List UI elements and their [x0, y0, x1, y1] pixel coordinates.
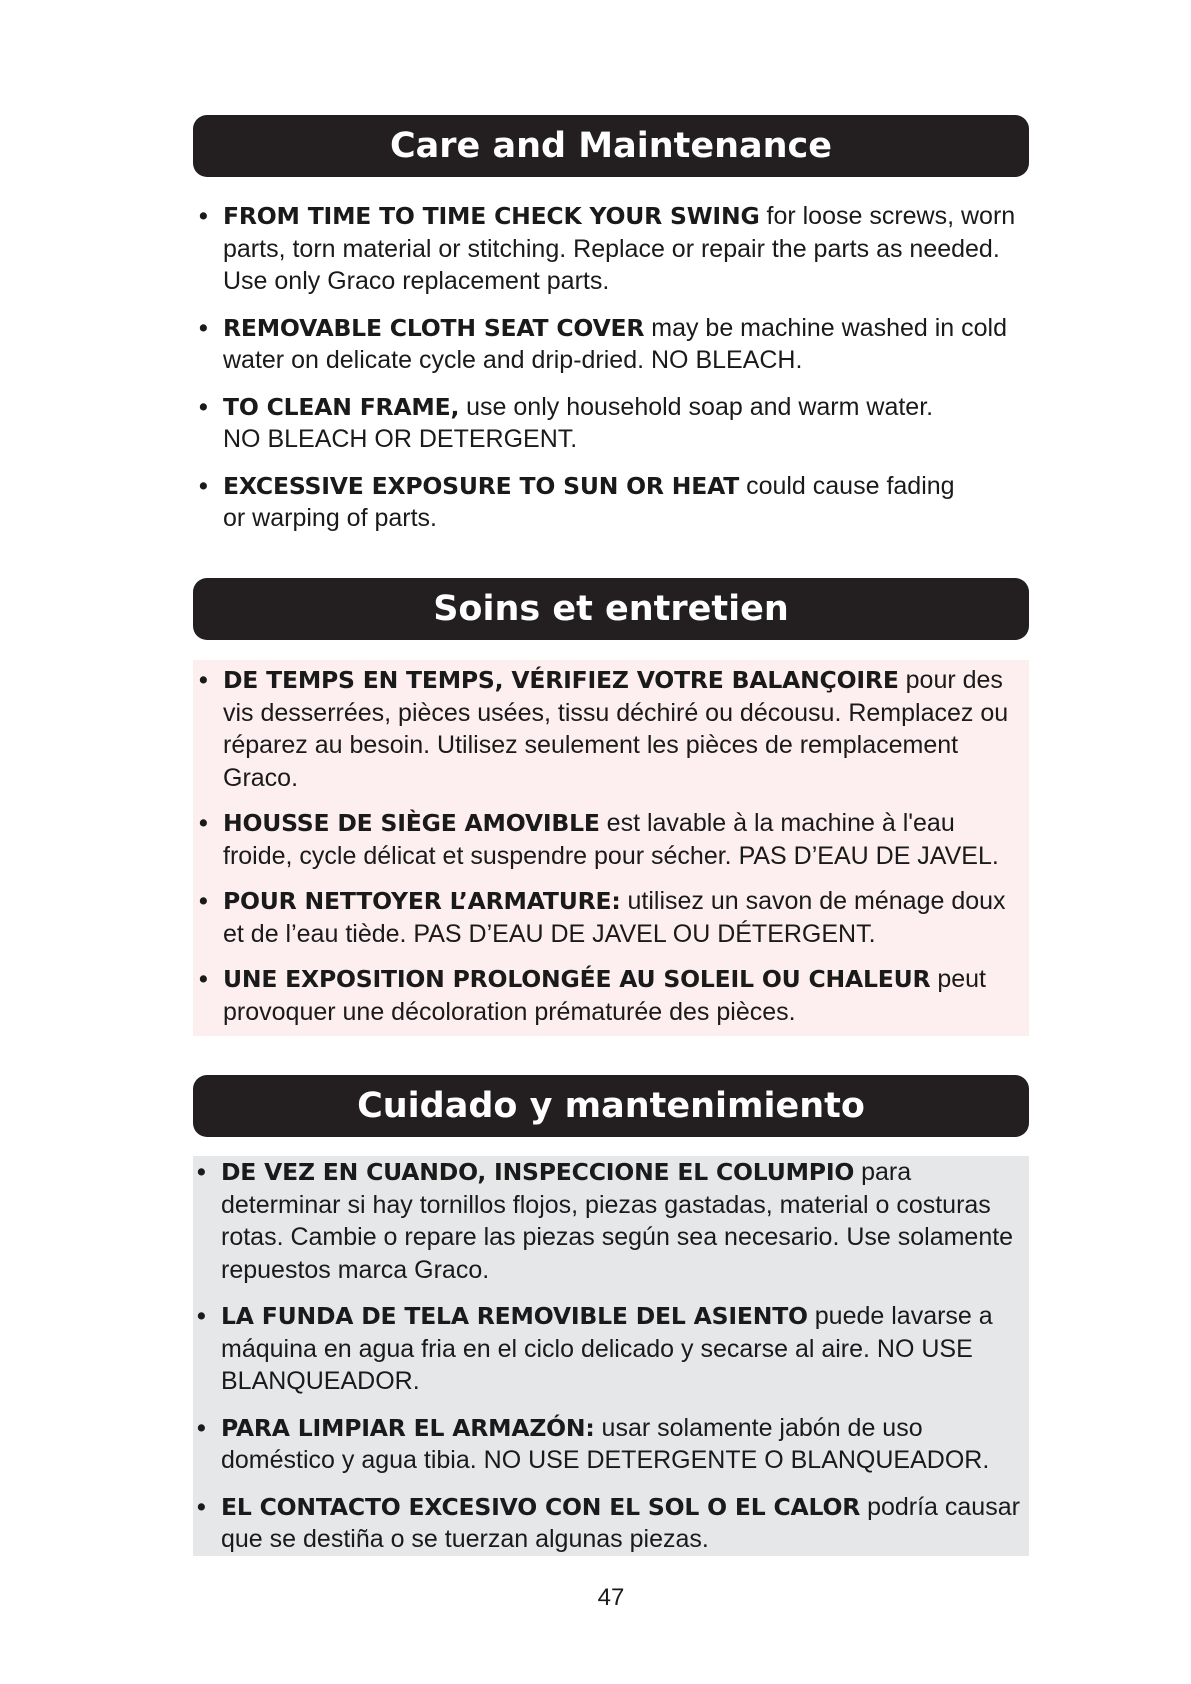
- list-item: • DE TEMPS EN TEMPS, VÉRIFIEZ VOTRE BALANÇOIRE pour des vis desserrées, pièces usées, tissu déchiré ou décousu. Remplacez ou réparez au besoin. Utilisez seulement les pièces de remplacement Graco.: [199, 666, 1009, 792]
- care-list-english: [193, 194, 1029, 557]
- list-item: • TO CLEAN FRAME, use only household soap and warm water. NO BLEACH OR DETERGENT.: [199, 392, 934, 453]
- list-item: • DE VEZ EN CUANDO, INSPECCIONE EL COLUMPIO para determinar si hay tornillos flojos, piezas gastadas, material o costuras rotas. Cambie o repare las piezas según sea necesario. Use solamente repuestos marca Graco.: [197, 1158, 1014, 1284]
- section-title-spanish: Cuidado y mantenimiento: [193, 1075, 1029, 1137]
- care-list-french: [193, 660, 1029, 1036]
- list-item: • REMOVABLE CLOTH SEAT COVER may be machine washed in cold water on delicate cycle and drip-dried. NO BLEACH.: [199, 313, 1008, 374]
- list-item: • EXCESSIVE EXPOSURE TO SUN OR HEAT could cause fading or warping of parts.: [199, 471, 955, 532]
- list-item: • LA FUNDA DE TELA REMOVIBLE DEL ASIENTO puede lavarse a máquina en agua fria en el ciclo delicado y secarse al aire. NO USE BLANQUEADOR.: [197, 1302, 993, 1395]
- list-item: • EL CONTACTO EXCESIVO CON EL SOL O EL CALOR podría causar que se destiña o se tuerzan algunas piezas.: [197, 1492, 1020, 1553]
- care-list-spanish: [193, 1156, 1029, 1556]
- list-item: • POUR NETTOYER L’ARMATURE: utilisez un savon de ménage doux et de l’eau tiède. PAS D’EAU DE JAVEL OU DÉTERGENT.: [199, 887, 1006, 948]
- list-item: • UNE EXPOSITION PROLONGÉE AU SOLEIL OU CHALEUR peut provoquer une décoloration prématurée des pièces.: [199, 965, 986, 1026]
- page-number: 47: [597, 1584, 625, 1611]
- section-title-french: Soins et entretien: [193, 578, 1029, 640]
- list-item: • HOUSSE DE SIÈGE AMOVIBLE est lavable à la machine à l'eau froide, cycle délicat et suspendre pour sécher. PAS D’EAU DE JAVEL.: [199, 809, 999, 870]
- section-title-english: Care and Maintenance: [193, 115, 1029, 177]
- list-item: • FROM TIME TO TIME CHECK YOUR SWING for loose screws, worn parts, torn material or stitching. Replace or repair the parts as needed. Use only Graco replacement parts.: [199, 202, 1016, 295]
- list-item: • PARA LIMPIAR EL ARMAZÓN: usar solamente jabón de uso doméstico y agua tibia. NO USE DETERGENTE O BLANQUEADOR.: [197, 1413, 990, 1474]
